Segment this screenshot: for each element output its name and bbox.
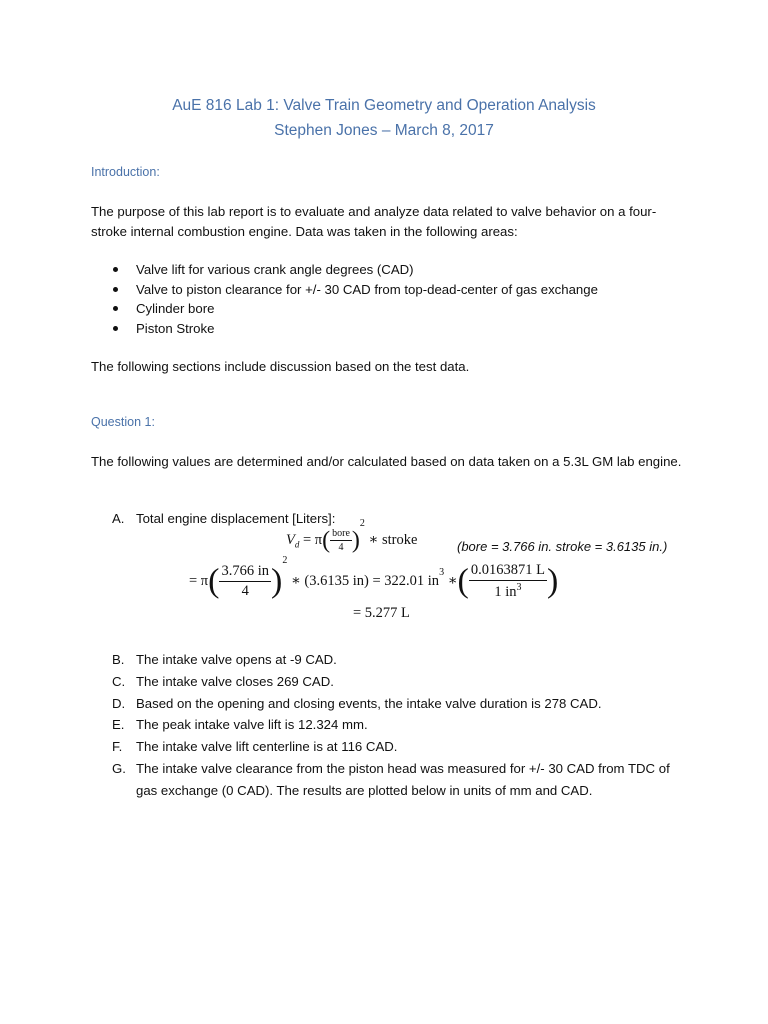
list-item — [112, 714, 692, 736]
intro-closing: The following sections include discussion based on the test data. — [91, 359, 470, 374]
formula-subscript: d — [294, 539, 300, 550]
item-text: The peak intake valve lift is 12.324 mm. — [136, 717, 368, 733]
formula-stroke: ∗ stroke — [368, 531, 418, 548]
list-item — [112, 508, 692, 530]
calc-star: ∗ — [447, 572, 458, 589]
displacement-result: = 5.277 L — [353, 605, 410, 621]
item-marker: A. — [112, 511, 125, 526]
intro-paragraph: The purpose of this lab report is to evaluate and analyze data related to valve behavior on a four-stroke internal combustion engine. Data was taken in the following areas: — [91, 204, 657, 239]
list-item: Valve lift for various crank angle degrees (CAD) — [110, 260, 598, 280]
list-item: Valve to piston clearance for +/- 30 CAD from top-dead-center of gas exchange — [110, 280, 598, 300]
formula-square: 2 — [359, 518, 365, 529]
calc-denominator: 4 — [241, 582, 249, 599]
item-text: The intake valve lift centerline is at 116 CAD. — [136, 739, 398, 755]
list-item — [112, 671, 692, 693]
formula-fraction — [330, 528, 352, 553]
calc-fraction — [219, 563, 271, 600]
item-text: The intake valve closes 269 CAD. — [136, 673, 334, 689]
question1-answer-list — [112, 649, 692, 802]
item-text: The intake valve clearance from the piston head was measured for +/- 30 CAD from TDC of gas exchange (0 CAD). The results are plotted below in units of mm and CAD. — [136, 760, 670, 798]
calc-square: 2 — [282, 554, 288, 566]
item-text: Based on the opening and closing events, the intake valve duration is 278 CAD. — [136, 695, 602, 711]
intro-bullet-list — [110, 260, 598, 338]
question1-paragraph: The following values are determined and/or calculated based on data taken on a 5.3L GM lab engine. — [91, 454, 682, 469]
item-marker: D. — [112, 695, 126, 711]
calc-numerator: 3.766 in — [219, 563, 271, 582]
displacement-formula: $V_d = \pi$( $\frac{\text{bore}}{4}$ )$^2$ ∗ stroke — [286, 518, 418, 554]
item-marker: G. — [112, 760, 126, 776]
list-item — [112, 736, 692, 758]
item-marker: C. — [112, 673, 126, 689]
calc-cube: 3 — [439, 566, 445, 578]
formula-note: (bore = 3.766 in. stroke = 3.6135 in.) — [457, 539, 668, 554]
displacement-calculation: = π( $\frac{3.766 in}{4}$ )$^2$ ∗ (3.6135 in) = 322.01 $in^3$ ∗( $\frac{0.0163871 L}{1 in^3}$ ) — [189, 554, 559, 600]
item-marker: B. — [112, 652, 125, 667]
list-item: Cylinder bore — [110, 299, 598, 319]
list-item — [112, 758, 692, 802]
question1-heading: Question 1: — [91, 415, 155, 429]
item-marker: E. — [112, 717, 125, 733]
formula-denominator: 4 — [338, 542, 344, 553]
calc-lead: = π — [189, 572, 209, 589]
conversion-numerator: 0.0163871 L — [469, 562, 547, 581]
list-item: Piston Stroke — [110, 319, 598, 339]
conversion-unit: 1 in — [494, 583, 517, 600]
item-a — [112, 508, 692, 530]
conversion-cube: 3 — [516, 582, 522, 593]
conversion-denominator — [469, 581, 547, 601]
document-author-date: Stephen Jones – March 8, 2017 — [274, 122, 494, 139]
conversion-fraction — [469, 562, 547, 601]
item-text: Total engine displacement [Liters]: — [136, 511, 336, 526]
item-marker: F. — [112, 739, 123, 755]
calc-middle: ∗ (3.6135 in) = 322.01 in — [290, 572, 440, 589]
list-item — [112, 649, 692, 671]
item-text: The intake valve opens at -9 CAD. — [136, 652, 337, 667]
list-item — [112, 693, 692, 715]
formula-numerator: bore — [332, 528, 350, 539]
intro-heading: Introduction: — [91, 165, 160, 179]
formula-eq: = π — [302, 531, 323, 548]
formula-v: V — [286, 531, 295, 548]
document-title: AuE 816 Lab 1: Valve Train Geometry and Operation Analysis — [172, 97, 596, 114]
